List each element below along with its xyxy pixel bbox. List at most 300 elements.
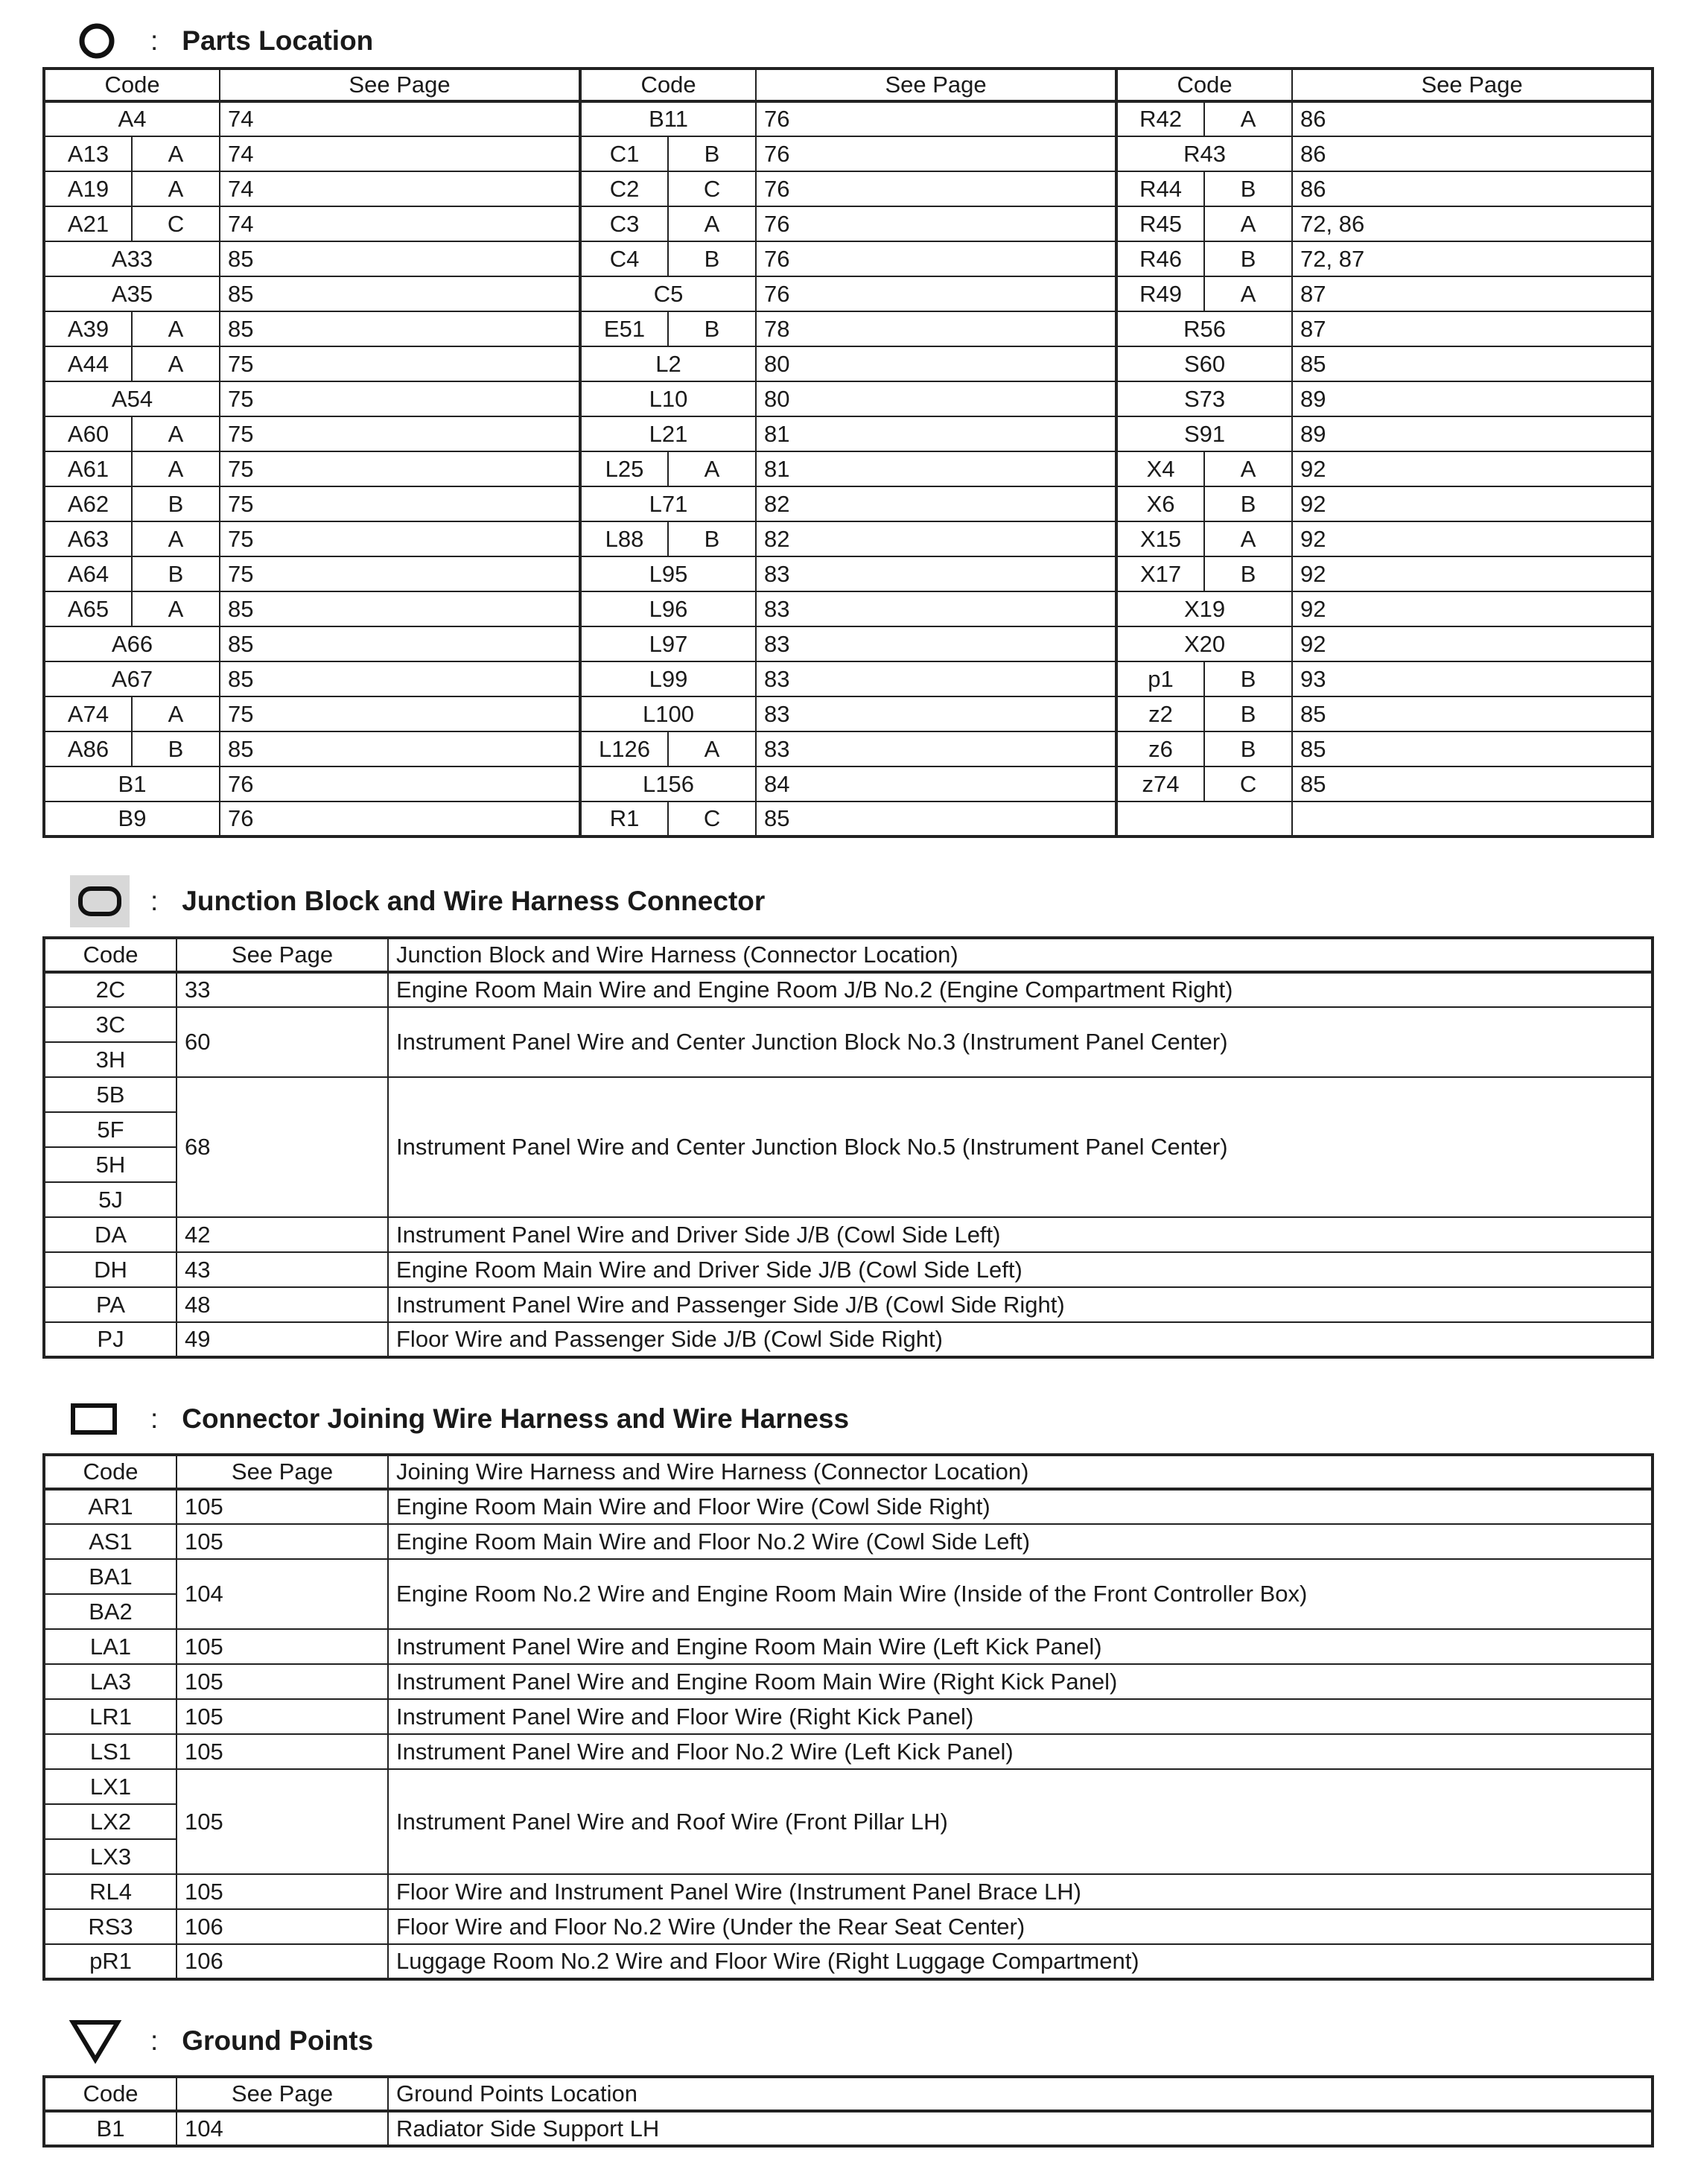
connector-code: LS1 [44,1734,176,1769]
part-see-page: 85 [1292,696,1653,731]
connector-code: pR1 [44,1944,176,1979]
part-see-page: 75 [220,521,580,556]
connector-code: BA2 [44,1594,176,1629]
part-sub-code: B [132,556,220,591]
table-row [44,451,1653,486]
header-code: Code [1116,69,1292,101]
part-sub-code: B [668,311,756,346]
section-title: Connector Joining Wire Harness and Wire Harness [182,1403,850,1434]
part-sub-code: A [668,206,756,241]
part-see-page: 74 [220,136,580,171]
header-code: Code [44,1455,176,1489]
part-sub-code: A [1204,521,1292,556]
part-code: L97 [580,626,756,661]
part-sub-code: C [1204,766,1292,801]
location-description: Instrument Panel Wire and Center Junction Block No.5 (Instrument Panel Center) [388,1077,1653,1217]
part-code: R49 [1116,276,1204,311]
see-page: 104 [176,2111,388,2146]
part-see-page: 76 [756,206,1116,241]
table-row [44,626,1653,661]
part-code: C5 [580,276,756,311]
location-description: Engine Room No.2 Wire and Engine Room Main Wire (Inside of the Front Controller Box) [388,1559,1653,1629]
connector-code: LX3 [44,1839,176,1874]
part-code: A19 [44,171,132,206]
table-row [44,731,1653,766]
connector-code: LA1 [44,1629,176,1664]
part-code: B11 [580,101,756,136]
part-code: C2 [580,171,668,206]
table-row [44,1944,1653,1979]
table-row [44,206,1653,241]
part-sub-code: A [132,591,220,626]
connector-code: 5F [44,1112,176,1147]
header-see-page: See Page [756,69,1116,101]
part-see-page: 83 [756,591,1116,626]
location-description: Instrument Panel Wire and Roof Wire (Front Pillar LH) [388,1769,1653,1874]
part-see-page: 81 [756,451,1116,486]
header-see-page: See Page [176,938,388,972]
connector-code: 3C [44,1007,176,1042]
triangle-down-icon [69,2015,136,2067]
table-row [44,1874,1653,1909]
part-code: R56 [1116,311,1292,346]
part-see-page: 92 [1292,591,1653,626]
part-sub-code: B [1204,696,1292,731]
part-see-page: 85 [1292,766,1653,801]
part-see-page: 72, 86 [1292,206,1653,241]
table-row [44,276,1653,311]
part-sub-code: A [132,136,220,171]
part-code: A86 [44,731,132,766]
part-see-page: 89 [1292,416,1653,451]
part-sub-code: C [132,206,220,241]
table-row [44,696,1653,731]
part-see-page: 85 [220,591,580,626]
connector-code: AS1 [44,1524,176,1559]
part-code: X20 [1116,626,1292,661]
table-row [44,1287,1653,1322]
connector-code: LR1 [44,1699,176,1734]
part-code: A65 [44,591,132,626]
connector-code: PA [44,1287,176,1322]
see-page: 43 [176,1252,388,1287]
table-row [44,1524,1653,1559]
part-sub-code: B [1204,486,1292,521]
part-see-page: 87 [1292,276,1653,311]
location-description: Engine Room Main Wire and Driver Side J/B (Cowl Side Left) [388,1252,1653,1287]
part-see-page: 85 [756,801,1116,837]
part-code: X17 [1116,556,1204,591]
part-sub-code: A [1204,101,1292,136]
part-code: L2 [580,346,756,381]
part-see-page: 85 [220,276,580,311]
part-code [1116,801,1292,837]
see-page: 60 [176,1007,388,1077]
header-code: Code [44,2077,176,2111]
part-sub-code: A [668,451,756,486]
part-sub-code: B [132,731,220,766]
location-description: Floor Wire and Passenger Side J/B (Cowl Side Right) [388,1322,1653,1357]
part-code: A33 [44,241,220,276]
part-sub-code: C [668,171,756,206]
table-row [44,1252,1653,1287]
part-see-page: 82 [756,521,1116,556]
table-row [44,2111,1653,2146]
part-sub-code: B [1204,731,1292,766]
header-location: Junction Block and Wire Harness (Connector Location) [388,938,1653,972]
see-page: 105 [176,1734,388,1769]
table-row [44,171,1653,206]
part-code: X4 [1116,451,1204,486]
connector-joining-table [42,1453,1654,1981]
part-see-page: 76 [756,241,1116,276]
see-page: 49 [176,1322,388,1357]
part-code: A61 [44,451,132,486]
connector-code: 5B [44,1077,176,1112]
heading-colon: : [150,1403,159,1434]
part-code: L25 [580,451,668,486]
see-page: 105 [176,1524,388,1559]
part-sub-code: A [1204,276,1292,311]
see-page: 105 [176,1629,388,1664]
part-code: A74 [44,696,132,731]
part-see-page: 74 [220,101,580,136]
part-code: A54 [44,381,220,416]
part-code: C4 [580,241,668,276]
part-see-page: 74 [220,171,580,206]
part-sub-code: B [668,241,756,276]
location-description: Instrument Panel Wire and Passenger Side J/B (Cowl Side Right) [388,1287,1653,1322]
location-description: Floor Wire and Instrument Panel Wire (Instrument Panel Brace LH) [388,1874,1653,1909]
part-code: A44 [44,346,132,381]
part-see-page: 76 [756,276,1116,311]
table-row [44,1559,1653,1594]
junction-block-heading [69,875,765,927]
connector-code: DH [44,1252,176,1287]
part-code: A35 [44,276,220,311]
part-see-page: 75 [220,451,580,486]
part-code: A39 [44,311,132,346]
part-see-page: 86 [1292,101,1653,136]
part-code: B1 [44,766,220,801]
part-code: S60 [1116,346,1292,381]
connector-code: 3H [44,1042,176,1077]
table-row [44,486,1653,521]
part-code: C3 [580,206,668,241]
part-code: L10 [580,381,756,416]
table-row [44,1769,1653,1804]
heading-colon: : [150,25,159,56]
part-code: L21 [580,416,756,451]
part-see-page: 92 [1292,626,1653,661]
part-see-page: 75 [220,416,580,451]
table-row [44,1077,1653,1112]
part-code: A60 [44,416,132,451]
part-code: A67 [44,661,220,696]
part-see-page: 85 [220,626,580,661]
connector-code: PJ [44,1322,176,1357]
part-code: X19 [1116,591,1292,626]
part-sub-code: A [1204,206,1292,241]
part-code: E51 [580,311,668,346]
ground-points-heading [69,2015,373,2067]
part-sub-code: B [132,486,220,521]
part-see-page: 92 [1292,451,1653,486]
table-row [44,1699,1653,1734]
part-see-page: 76 [756,101,1116,136]
part-sub-code: A [132,451,220,486]
see-page: 105 [176,1769,388,1874]
part-see-page: 76 [220,766,580,801]
part-code: L100 [580,696,756,731]
see-page: 106 [176,1944,388,1979]
part-see-page: 86 [1292,136,1653,171]
connector-joining-heading [69,1393,849,1445]
part-see-page: 83 [756,556,1116,591]
see-page: 105 [176,1489,388,1524]
part-sub-code: A [132,171,220,206]
part-sub-code: B [1204,241,1292,276]
part-see-page: 80 [756,346,1116,381]
part-code: A62 [44,486,132,521]
part-code: z2 [1116,696,1204,731]
part-see-page: 83 [756,731,1116,766]
part-code: R42 [1116,101,1204,136]
part-code: L96 [580,591,756,626]
part-sub-code: B [1204,556,1292,591]
part-see-page: 76 [756,136,1116,171]
part-code: S91 [1116,416,1292,451]
part-code: R44 [1116,171,1204,206]
table-row [44,1629,1653,1664]
location-description: Radiator Side Support LH [388,2111,1653,2146]
part-code: L126 [580,731,668,766]
parts-location-heading [69,15,373,67]
rectangle-icon [69,1393,136,1445]
table-row [44,801,1653,837]
location-description: Luggage Room No.2 Wire and Floor Wire (Right Luggage Compartment) [388,1944,1653,1979]
part-see-page: 92 [1292,486,1653,521]
table-row [44,1909,1653,1944]
part-see-page: 78 [756,311,1116,346]
section-title: Junction Block and Wire Harness Connector [182,886,766,916]
part-code: z6 [1116,731,1204,766]
section-title: Parts Location [182,25,374,56]
see-page: 42 [176,1217,388,1252]
part-see-page: 72, 87 [1292,241,1653,276]
part-see-page: 85 [220,661,580,696]
header-row [44,938,1653,972]
part-see-page: 80 [756,381,1116,416]
header-see-page: See Page [176,2077,388,2111]
connector-code: LX2 [44,1804,176,1839]
table-row [44,136,1653,171]
part-see-page: 83 [756,626,1116,661]
part-code: L95 [580,556,756,591]
part-see-page: 81 [756,416,1116,451]
part-see-page: 85 [1292,346,1653,381]
table-row [44,661,1653,696]
circle-icon [69,15,136,67]
part-code: L156 [580,766,756,801]
part-code: R46 [1116,241,1204,276]
part-see-page: 83 [756,661,1116,696]
part-code: R45 [1116,206,1204,241]
header-see-page: See Page [220,69,580,101]
see-page: 33 [176,972,388,1007]
part-see-page: 92 [1292,521,1653,556]
connector-code: RL4 [44,1874,176,1909]
table-row [44,972,1653,1007]
table-row [44,416,1653,451]
table-row [44,521,1653,556]
part-see-page: 74 [220,206,580,241]
table-row [44,101,1653,136]
location-description: Engine Room Main Wire and Floor Wire (Cowl Side Right) [388,1489,1653,1524]
part-code: X15 [1116,521,1204,556]
part-see-page: 85 [1292,731,1653,766]
ground-points-table [42,2075,1654,2148]
part-code: A63 [44,521,132,556]
part-see-page: 85 [220,731,580,766]
part-sub-code: B [668,136,756,171]
connector-code: LA3 [44,1664,176,1699]
junction-block-table [42,936,1654,1359]
location-description: Engine Room Main Wire and Floor No.2 Wire (Cowl Side Left) [388,1524,1653,1559]
connector-code: DA [44,1217,176,1252]
part-code: S73 [1116,381,1292,416]
part-code: C1 [580,136,668,171]
part-see-page: 84 [756,766,1116,801]
part-see-page: 82 [756,486,1116,521]
connector-code: LX1 [44,1769,176,1804]
table-row [44,1734,1653,1769]
see-page: 48 [176,1287,388,1322]
location-description: Instrument Panel Wire and Floor No.2 Wire (Left Kick Panel) [388,1734,1653,1769]
header-code: Code [580,69,756,101]
part-code: X6 [1116,486,1204,521]
connector-code: 5J [44,1182,176,1217]
header-see-page: See Page [1292,69,1653,101]
location-description: Instrument Panel Wire and Engine Room Main Wire (Left Kick Panel) [388,1629,1653,1664]
part-code: A4 [44,101,220,136]
part-code: A66 [44,626,220,661]
part-see-page: 76 [220,801,580,837]
heading-colon: : [150,2025,159,2056]
part-code: L71 [580,486,756,521]
location-description: Instrument Panel Wire and Engine Room Main Wire (Right Kick Panel) [388,1664,1653,1699]
table-row [44,1489,1653,1524]
connector-code: 2C [44,972,176,1007]
part-see-page: 92 [1292,556,1653,591]
see-page: 68 [176,1077,388,1217]
table-row [44,766,1653,801]
connector-code: B1 [44,2111,176,2146]
section-title: Ground Points [182,2025,374,2056]
location-description: Instrument Panel Wire and Driver Side J/B (Cowl Side Left) [388,1217,1653,1252]
part-see-page: 93 [1292,661,1653,696]
connector-code: AR1 [44,1489,176,1524]
part-code: A21 [44,206,132,241]
see-page: 104 [176,1559,388,1629]
part-sub-code: A [132,416,220,451]
parts-location-table [42,67,1654,838]
part-code: p1 [1116,661,1204,696]
part-code: R43 [1116,136,1292,171]
table-row [44,381,1653,416]
part-sub-code: B [1204,661,1292,696]
see-page: 105 [176,1874,388,1909]
part-sub-code: A [132,346,220,381]
part-sub-code: A [132,521,220,556]
header-code: Code [44,938,176,972]
part-sub-code: B [1204,171,1292,206]
table-row [44,1322,1653,1357]
rounded-rect-icon [69,875,136,927]
part-see-page: 75 [220,556,580,591]
table-row [44,1217,1653,1252]
table-row [44,1007,1653,1042]
part-see-page: 86 [1292,171,1653,206]
part-see-page: 83 [756,696,1116,731]
part-sub-code: B [668,521,756,556]
table-row [44,346,1653,381]
part-see-page: 75 [220,346,580,381]
header-code: Code [44,69,220,101]
connector-code: BA1 [44,1559,176,1594]
part-code: A13 [44,136,132,171]
part-sub-code: C [668,801,756,837]
part-sub-code: A [132,311,220,346]
part-code: L88 [580,521,668,556]
header-see-page: See Page [176,1455,388,1489]
header-location: Ground Points Location [388,2077,1653,2111]
table-row [44,241,1653,276]
table-row [44,556,1653,591]
part-see-page: 85 [220,311,580,346]
part-see-page: 89 [1292,381,1653,416]
part-see-page [1292,801,1653,837]
see-page: 106 [176,1909,388,1944]
part-code: A64 [44,556,132,591]
header-row [44,69,1653,101]
connector-code: 5H [44,1147,176,1182]
table-row [44,311,1653,346]
heading-colon: : [150,886,159,916]
part-see-page: 76 [756,171,1116,206]
location-description: Instrument Panel Wire and Floor Wire (Right Kick Panel) [388,1699,1653,1734]
header-row [44,1455,1653,1489]
location-description: Engine Room Main Wire and Engine Room J/B No.2 (Engine Compartment Right) [388,972,1653,1007]
header-location: Joining Wire Harness and Wire Harness (Connector Location) [388,1455,1653,1489]
part-sub-code: A [668,731,756,766]
part-see-page: 75 [220,381,580,416]
part-code: L99 [580,661,756,696]
table-row [44,1664,1653,1699]
part-code: R1 [580,801,668,837]
connector-code: RS3 [44,1909,176,1944]
location-description: Instrument Panel Wire and Center Junction Block No.3 (Instrument Panel Center) [388,1007,1653,1077]
part-see-page: 75 [220,696,580,731]
part-sub-code: A [1204,451,1292,486]
part-code: z74 [1116,766,1204,801]
part-sub-code: A [132,696,220,731]
part-code: B9 [44,801,220,837]
table-row [44,591,1653,626]
header-row [44,2077,1653,2111]
see-page: 105 [176,1699,388,1734]
see-page: 105 [176,1664,388,1699]
